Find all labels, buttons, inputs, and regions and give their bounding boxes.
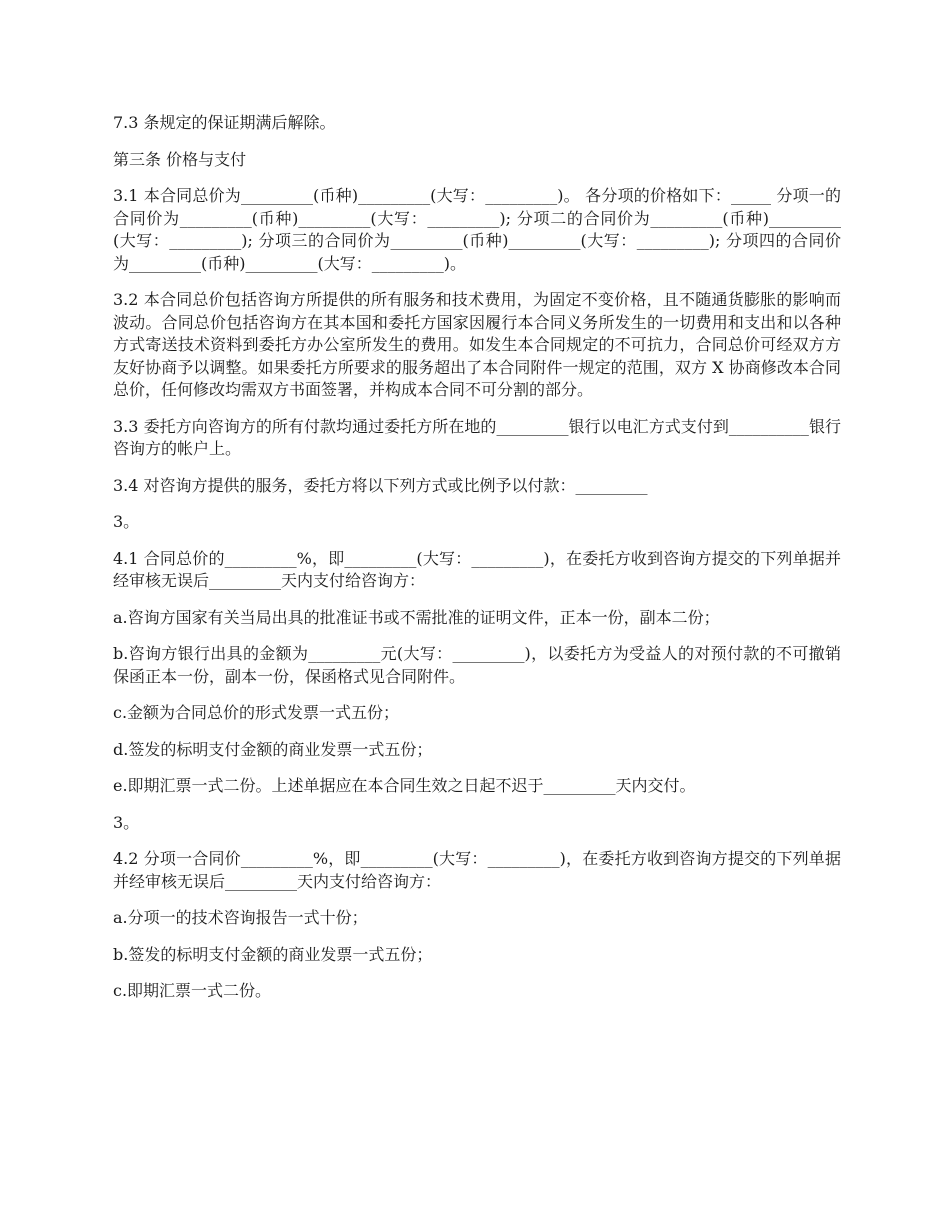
paragraph-4-2: 4.2 分项一合同价_________%，即_________(大写：_________)，在委托方收到咨询方提交的下列单据并经审核无误后_________天内支付给咨询方：: [113, 849, 841, 891]
list-item-4-1-e: e.即期汇票一式二份。上述单据应在本合同生效之日起不迟于_________天内交付。: [113, 776, 696, 795]
document-body: [113, 112, 841, 1017]
list-item-4-2-a: a.分项一的技术咨询报告一式十份；: [113, 908, 368, 927]
paragraph-7-3-tail: 7.3 条规定的保证期满后解除。: [113, 113, 336, 132]
section-heading-article-3: 第三条 价格与支付: [113, 149, 247, 169]
paragraph-3-2: 3.2 本合同总价包括咨询方所提供的所有服务和技术费用，为固定不变价格，且不随通货膨胀的影响而波动。合同总价包括咨询方在其本国和委托方国家因履行本合同义务所发生的一切费用和支出和以各种方式寄送技术资料到委托方办公室所发生的费用。如发生本合同规定的不可抗力，合同总价可经双方方友好协商予以调整。如果委托方所要求的服务超出了本合同附件一规定的范围，双方 X 协商修改本合同总价，任何修改均需双方书面签署，并构成本合同不可分割的部分。: [113, 290, 841, 399]
list-item-4-1-a: a.咨询方国家有关当局出具的批准证书或不需批准的证明文件，正本一份，副本二份；: [113, 607, 720, 627]
list-item-4-1-b: b.咨询方银行出具的金额为_________元(大写：_________)，以委托方为受益人的对预付款的不可撤销保函正本一份，副本一份，保函格式见合同附件。: [113, 644, 841, 686]
paragraph-3-fragment-1: 3。: [113, 512, 140, 531]
list-item-4-2-c: c.即期汇票一式二份。: [113, 981, 272, 1000]
paragraph-4-1: 4.1 合同总价的_________%，即_________(大写：_________)，在委托方收到咨询方提交的下列单据并经审核无误后_________天内支付给咨询方：: [113, 548, 841, 590]
list-item-4-1-d: d.签发的标明支付金额的商业发票一式五份；: [113, 739, 433, 759]
paragraph-3-1: 3.1 本合同总价为_________(币种)_________(大写：_________)。 各分项的价格如下：_____ 分项一的合同价为_________(币种)_________(大写：_________); 分项二的合同价为_________(币种)_________(大写：_________); 分项三的合同价为_________(币种)_________(大写：_________); 分项四的合同价为_________(币种)_________(大写：_________)。: [113, 186, 841, 273]
paragraph-3-fragment-2: 3。: [113, 812, 140, 832]
paragraph-3-4: 3.4 对咨询方提供的服务，委托方将以下列方式或比例予以付款：_________: [113, 475, 648, 495]
list-item-4-2-b: b.签发的标明支付金额的商业发票一式五份；: [113, 944, 433, 964]
list-item-4-1-c: c.金额为合同总价的形式发票一式五份；: [113, 703, 400, 722]
paragraph-3-3: 3.3 委托方向咨询方的所有付款均通过委托方所在地的_________银行以电汇方式支付到__________银行咨询方的帐户上。: [113, 416, 841, 458]
